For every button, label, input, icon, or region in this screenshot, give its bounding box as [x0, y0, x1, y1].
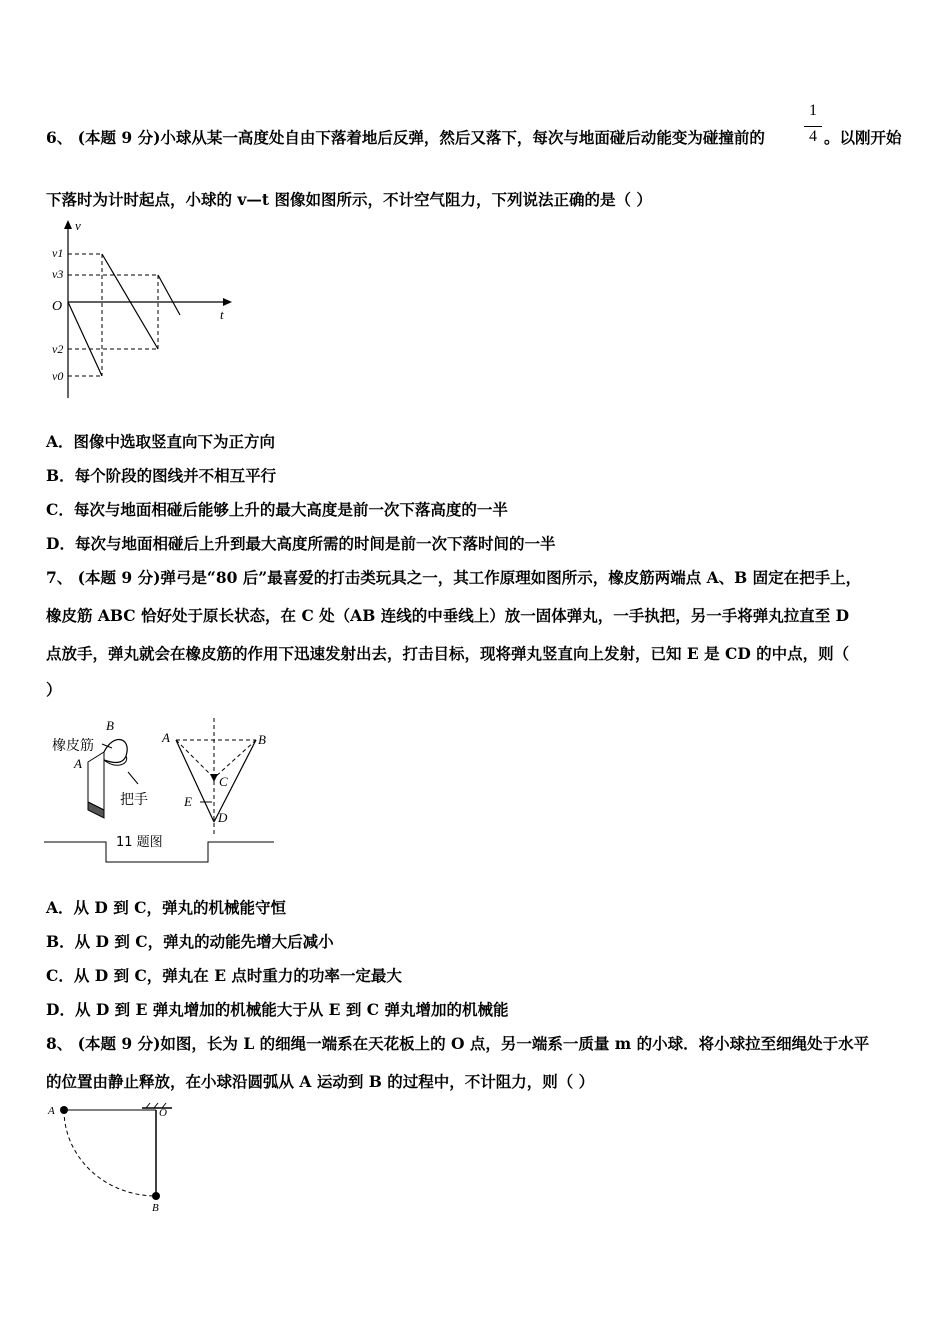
v2-label: v2 [52, 342, 64, 356]
q7-option-c: C．从 D 到 C，弹丸在 E 点时重力的功率一定最大 [46, 966, 402, 985]
q8-line-1: 8、 (本题 9 分)如图，长为 L 的细绳一端系在天花板上的 O 点，另一端系一质量 m 的小球．将小球拉至细绳处于水平 [46, 1034, 870, 1053]
segment-fall-1 [68, 302, 102, 376]
axis-t-label: t [220, 307, 224, 322]
q6-option-a: A．图像中选取竖直向下为正方向 [46, 432, 276, 451]
q6-option-c: C．每次与地面相碰后能够上升的最大高度是前一次下落高度的一半 [46, 500, 508, 519]
q6-line-1 [46, 128, 765, 148]
c-arrow [210, 774, 218, 782]
origin-label: O [52, 299, 63, 314]
t-axis-arrow [223, 298, 232, 306]
slingshot-a-label: A [74, 756, 82, 771]
q7-line-3: 点放手，弹丸就会在橡皮筋的作用下迅速发射出去，打击目标，现将弹丸竖直向上发射，已知 E 是 CD 的中点，则（ [46, 644, 850, 663]
q6-line-2: 下落时为计时起点，小球的 v—t 图像如图所示，不计空气阻力，下列说法正确的是（ ） [46, 190, 652, 209]
v0-label: v0 [52, 369, 64, 383]
ball-at-a [60, 1106, 68, 1114]
label-o: O [159, 1107, 167, 1119]
ad-band [176, 740, 214, 822]
v3-label: v3 [52, 267, 64, 281]
q6-fraction-denominator: 4 [809, 128, 817, 145]
q6-fraction-numerator: 1 [809, 102, 817, 119]
rubber-band [104, 740, 127, 763]
arc-path [64, 1110, 156, 1196]
q6-line-1-text: 6、 (本题 9 分)小球从某一高度处自由下落着地后反弹，然后又落下，每次与地面碰后动能变为碰撞前的 [46, 128, 765, 147]
q8-pendulum-figure [44, 1098, 184, 1214]
q7-option-d: D．从 D 到 E 弹丸增加的机械能大于从 E 到 C 弹丸增加的机械能 [46, 1000, 509, 1019]
v-axis-arrow [64, 220, 72, 229]
label-a: A [48, 1105, 55, 1117]
v1-label: v1 [52, 246, 64, 260]
ball-at-b [152, 1192, 160, 1200]
point-c-label: C [219, 774, 228, 789]
q7-line-1: 7、 (本题 9 分)弹弓是“80 后”最喜爱的打击类玩具之一，其工作原理如图所示，橡皮筋两端点 A、B 固定在把手上， [46, 568, 862, 587]
q7-option-b: B．从 D 到 C，弹丸的动能先增大后减小 [46, 932, 334, 951]
point-b-label: B [258, 732, 266, 747]
q7-line-2: 橡皮筋 ABC 恰好处于原长状态，在 C 处（AB 连线的中垂线上）放一固体弹丸，一手执把，另一手将弹丸拉直至 D [46, 606, 850, 625]
handle-plate-front [88, 752, 104, 810]
bc-band [214, 740, 256, 778]
handle-pointer [128, 772, 138, 784]
segment-bounce-2 [158, 275, 180, 315]
q7-line-4: ） [46, 680, 62, 699]
q6-option-b: B．每个阶段的图线并不相互平行 [46, 466, 277, 485]
q6-line-1-end: 。以刚开始 [824, 128, 902, 147]
figure-caption: 11 题图 [116, 835, 163, 850]
label-b: B [152, 1202, 159, 1214]
ac-band [176, 740, 214, 778]
rubber-band-label: 橡皮筋 [52, 738, 94, 754]
q8-line-2: 的位置由静止释放，在小球沿圆弧从 A 运动到 B 的过程中，不计阻力，则（ ） [46, 1072, 595, 1091]
point-a-label: A [162, 730, 170, 745]
handle-label: 把手 [120, 792, 148, 808]
q6-vt-graph [44, 218, 244, 400]
point-e-label: E [184, 794, 192, 809]
q7-option-a: A．从 D 到 C，弹丸的机械能守恒 [46, 898, 286, 917]
axis-v-label: v [75, 218, 81, 233]
point-d-label: D [218, 810, 228, 825]
q6-option-d: D．每次与地面相碰后上升到最大高度所需的时间是前一次下落时间的一半 [46, 534, 556, 553]
q7-slingshot-figure [44, 714, 276, 864]
q6-fraction-bar [804, 126, 822, 127]
slingshot-b-label: B [106, 718, 114, 733]
